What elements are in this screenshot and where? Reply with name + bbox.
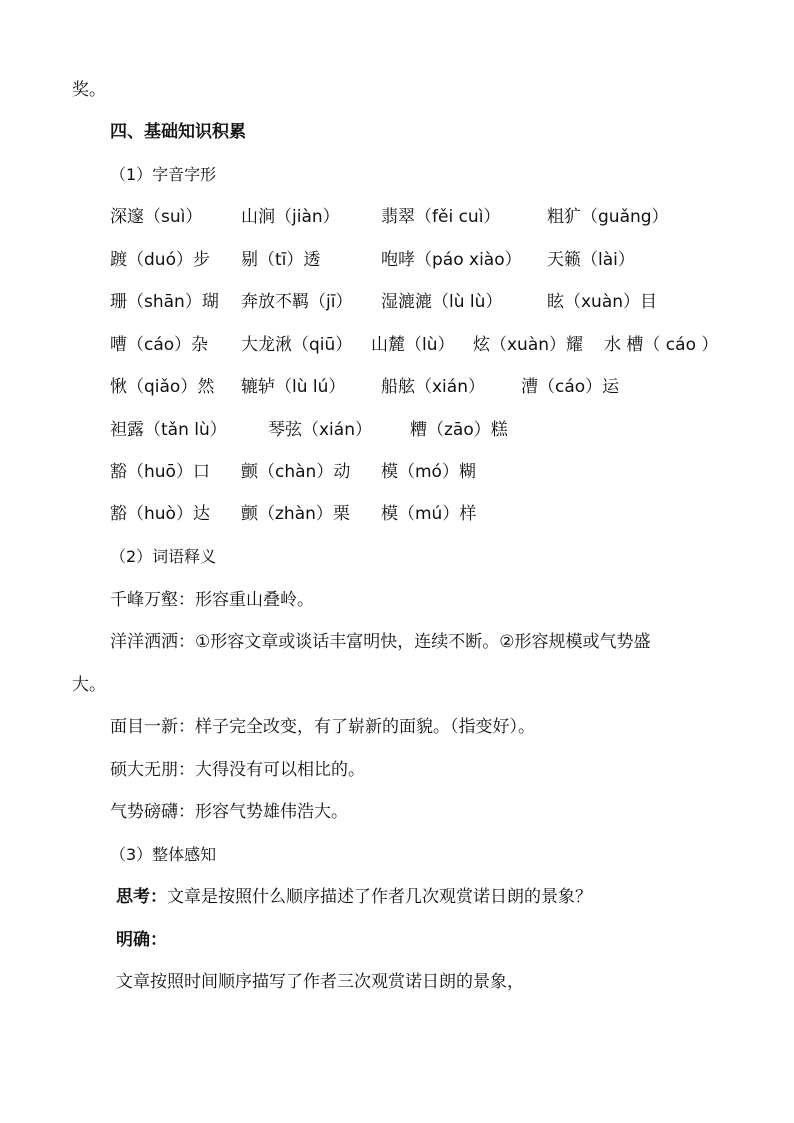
pinyin-word: 粗犷（guǎng） <box>547 207 669 227</box>
pinyin-word: 豁（huō）口 <box>110 462 210 482</box>
pinyin-word: 大龙湫（qiū） <box>241 335 353 355</box>
pinyin-word: 炫（xuàn）耀 <box>473 335 584 355</box>
pinyin-word: 嘈（cáo）杂 <box>110 335 209 355</box>
section-heading: 四、基础知识积累 <box>110 122 246 142</box>
intro-tail: 奖。 <box>72 80 106 100</box>
pinyin-word: 深邃（suì） <box>110 207 203 227</box>
think-text: 文章是按照什么顺序描述了作者几次观赏诺日朗的景象？ <box>167 887 592 907</box>
pinyin-word: 辘轳（lù lú） <box>241 377 346 397</box>
pinyin-word: 颤（zhàn）栗 <box>241 504 350 524</box>
pinyin-word: 漕（cáo）运 <box>521 377 620 397</box>
subsection-pronunciation: （1）字音字形 <box>110 165 217 184</box>
think-label: 思考： <box>116 887 167 907</box>
definition-item: 硕大无朋：大得没有可以相比的。 <box>110 760 365 780</box>
definition-item: 洋洋洒洒：①形容文章或谈话丰富明快，连续不断。②形容规模或气势盛 <box>110 632 651 652</box>
pinyin-word: 山涧（jiàn） <box>241 207 340 227</box>
definition-item: 千峰万壑：形容重山叠岭。 <box>110 590 314 610</box>
pinyin-word: 愀（qiǎo）然 <box>110 377 215 397</box>
subsection-comprehension: （3）整体感知 <box>110 845 217 864</box>
pinyin-word: 颤（chàn）动 <box>241 462 351 482</box>
pinyin-word: 船舷（xián） <box>381 377 485 397</box>
definition-item: 面目一新：样子完全改变，有了崭新的面貌。（指变好）。 <box>110 717 535 737</box>
pinyin-word: 踱（duó）步 <box>110 250 210 270</box>
clarify-label: 明确： <box>116 930 167 950</box>
pinyin-word: 琴弦（xián） <box>268 420 372 440</box>
pinyin-word: 模（mú）样 <box>381 504 477 524</box>
pinyin-word: 湿漉漉（lù lù） <box>381 292 503 312</box>
pinyin-word: 山麓（lù） <box>371 335 455 355</box>
definition-item: 气势磅礴：形容气势雄伟浩大。 <box>110 802 348 822</box>
pinyin-word: 咆哮（páo xiào） <box>381 250 522 270</box>
pinyin-word: 豁（huò）达 <box>110 504 210 524</box>
pinyin-word: 糟（zāo）糕 <box>410 420 508 440</box>
think-question <box>116 885 592 909</box>
pinyin-word: 天籁（lài） <box>547 250 635 270</box>
clarify-answer: 文章按照时间顺序描写了作者三次观赏诺日朗的景象， <box>116 972 524 992</box>
subsection-vocabulary: （2）词语释义 <box>110 547 217 566</box>
pinyin-word: 翡翠（fěi cuì） <box>381 207 501 227</box>
pinyin-word: 水 槽（ cáo ） <box>604 335 719 355</box>
pinyin-word: 珊（shān）瑚 <box>110 292 219 312</box>
pinyin-word: 眩（xuàn）目 <box>547 292 658 312</box>
pinyin-word: 剔（tī）透 <box>241 250 321 270</box>
pinyin-word: 奔放不羁（jī） <box>241 292 353 312</box>
definition-item: 大。 <box>72 675 106 695</box>
pinyin-word: 袒露（tǎn lù） <box>110 420 227 440</box>
pinyin-word: 模（mó）糊 <box>381 462 476 482</box>
